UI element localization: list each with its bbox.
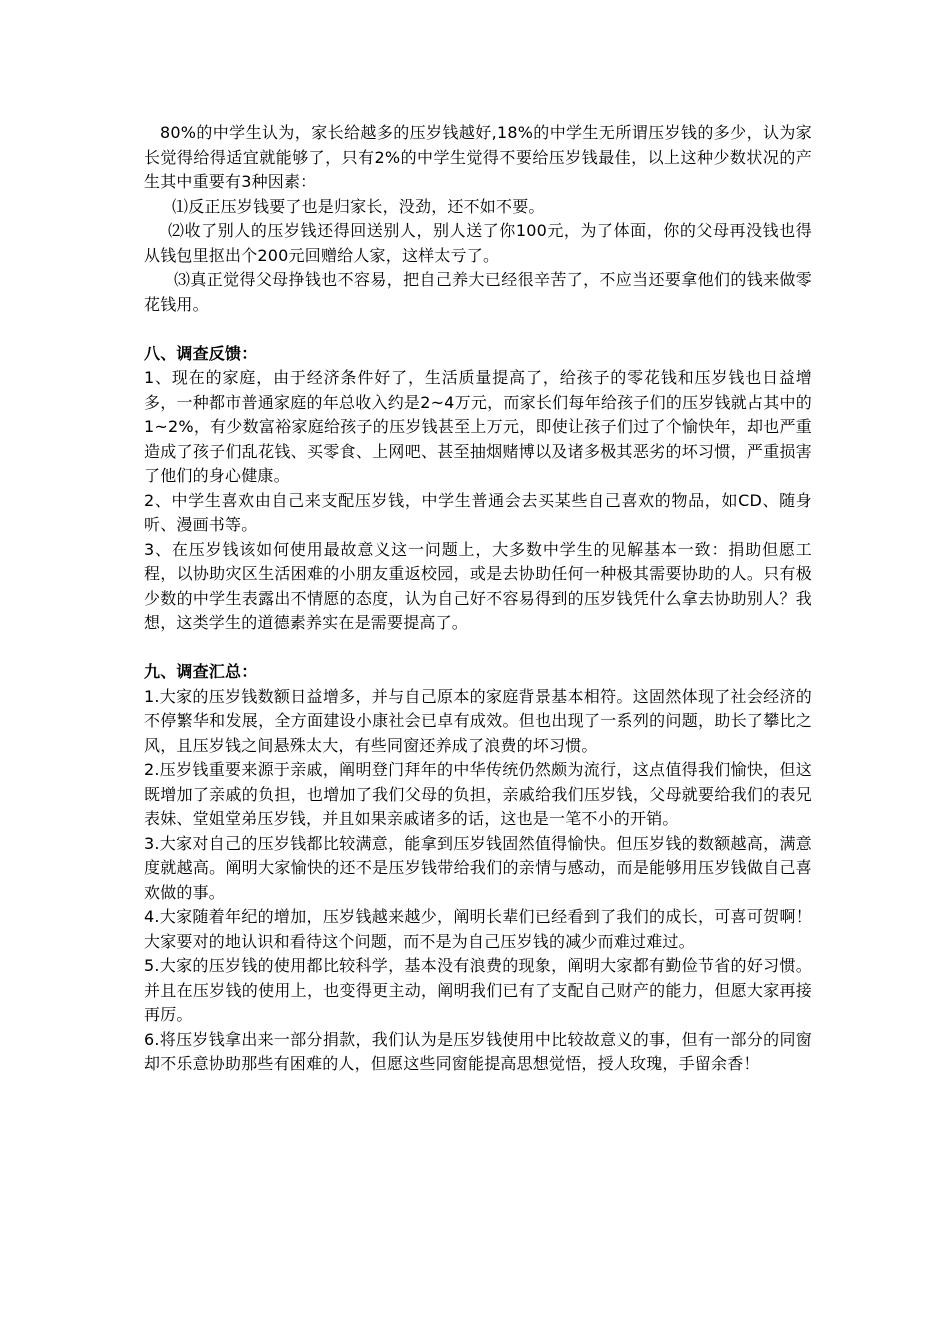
section-8-item-3: 3、在压岁钱该如何使用最故意义这一问题上，大多数中学生的见解基本一致：捐助但愿工程，以协助灾区生活困难的小朋友重返校园，或是去协助任何一种极其需要协助的人。只有极少数的中学生表露出不情愿的态度，认为自己好不容易得到的压岁钱凭什么拿去协助别人？我想，这类学生的道德素养实在是需要提高了。 bbox=[144, 539, 812, 632]
spacer bbox=[144, 317, 812, 342]
section-9-item-6: 6.将压岁钱拿出来一部分捐款，我们认为是压岁钱使用中比较故意义的事，但有一部分的同窗却不乐意协助那些有困难的人，但愿这些同窗能提高思想觉悟，授人玫瑰，手留余香！ bbox=[144, 1029, 812, 1073]
reason-item-3: ⑶真正觉得父母挣钱也不容易，把自己养大已经很辛苦了，不应当还要拿他们的钱来做零花钱用。 bbox=[144, 270, 812, 314]
section-9-heading: 九、调查汇总： bbox=[144, 662, 258, 681]
section-9-item-5: 5.大家的压岁钱的使用都比较科学，基本没有浪费的现象，阐明大家都有勤俭节省的好习惯。并且在压岁钱的使用上，也变得更主动，阐明我们已有了支配自己财产的能力，但愿大家再接再厉。 bbox=[144, 956, 812, 1024]
section-9-item-2: 2.压岁钱重要来源于亲戚，阐明登门拜年的中华传统仍然颇为流行，这点值得我们愉快，但这既增加了亲戚的负担，也增加了我们父母的负担，亲戚给我们压岁钱，父母就要给我们的表兄表妹、堂姐堂弟压岁钱，并且如果亲戚诸多的话，这也是一笔不小的开销。 bbox=[144, 760, 812, 828]
section-8-heading: 八、调查反馈： bbox=[144, 343, 258, 363]
reason-item-2: ⑵收了别人的压岁钱还得回送别人，别人送了你100元，为了体面，你的父母再没钱也得从钱包里抠出个200元回赠给人家，这样太亏了。 bbox=[144, 221, 812, 265]
section-9-item-4: 4.大家随着年纪的增加，压岁钱越来越少，阐明长辈们已经看到了我们的成长，可喜可贺啊！大家要对的地认识和看待这个问题，而不是为自己压岁钱的减少而难过难过。 bbox=[144, 907, 812, 951]
document-page bbox=[144, 121, 812, 1077]
section-8-item-1: 1、现在的家庭，由于经济条件好了，生活质量提高了，给孩子的零花钱和压岁钱也日益增多，一种都市普通家庭的年总收入约是2~4万元，而家长们每年给孩子们的压岁钱就占其中的1~2%，有少数富裕家庭给孩子的压岁钱甚至上万元，即使让孩子们过了个愉快年，却也严重造成了孩子们乱花钱、买零食、上网吧、甚至抽烟赌博以及诸多极其恶劣的坏习惯，严重损害了他们的身心健康。 bbox=[144, 368, 812, 485]
section-9-item-3: 3.大家对自己的压岁钱都比较满意，能拿到压岁钱固然值得愉快。但压岁钱的数额越高，满意度就越高。阐明大家愉快的还不是压岁钱带给我们的亲情与感动，而是能够用压岁钱做自己喜欢做的事。 bbox=[144, 833, 812, 902]
intro-paragraph: 80%的中学生认为，家长给越多的压岁钱越好,18%的中学生无所谓压岁钱的多少，认为家长觉得给得适宜就能够了，只有2%的中学生觉得不要给压岁钱最佳，以上这种少数状况的产生其中重要有3种因素： bbox=[144, 123, 812, 191]
reason-item-1: ⑴反正压岁钱要了也是归家长，没劲，还不如不要。 bbox=[172, 196, 545, 216]
section-9-item-1: 1.大家的压岁钱数额日益增多，并与自己原本的家庭背景基本相符。这固然体现了社会经济的不停繁华和发展，全方面建设小康社会已卓有成效。但也出现了一系列的问题，助长了攀比之风，且压岁钱之间悬殊太大，有些同窗还养成了浪费的坏习惯。 bbox=[144, 686, 812, 755]
section-8-item-2: 2、中学生喜欢由自己来支配压岁钱，中学生普通会去买某些自己喜欢的物品，如CD、随身听、漫画书等。 bbox=[144, 490, 812, 534]
spacer bbox=[144, 636, 812, 661]
